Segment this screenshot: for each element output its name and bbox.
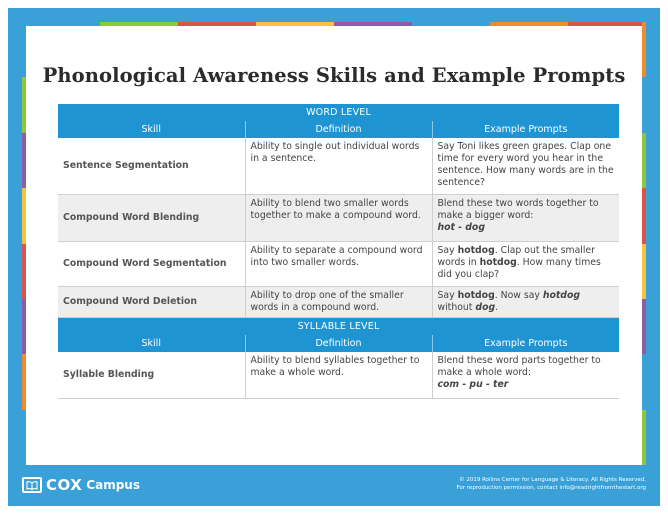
prompt-bold-word: hotdog (479, 257, 517, 268)
definition-cell: Ability to drop one of the smaller words in a compound word. (245, 287, 432, 318)
table-row (58, 287, 619, 318)
skill-cell: Compound Word Deletion (58, 287, 245, 318)
prompt-text: without (437, 302, 473, 313)
column-header-definition: Definition (245, 121, 432, 138)
top-color-bars (22, 22, 646, 26)
prompt-cell: Say Toni likes green grapes. Clap one time for every word you hear in the sentence. How many words are in the sentence? (432, 138, 619, 195)
copyright-line: © 2019 Rollins Center for Language & Literacy. All Rights Reserved. (459, 477, 646, 483)
prompt-text: Say (437, 290, 455, 301)
table-row (58, 138, 619, 195)
logo-cox-text: COX (46, 476, 83, 494)
prompt-example: com - pu - ter (437, 379, 509, 390)
prompt-text: . (495, 302, 499, 313)
prompt-cell (432, 195, 619, 242)
section-band-syllable-level (58, 318, 619, 336)
table-header-row (58, 121, 619, 138)
prompt-text: . Now say (494, 290, 540, 301)
section-band-label: WORD LEVEL (58, 104, 619, 121)
prompt-bold-word: hotdog (457, 245, 495, 256)
cox-campus-logo (22, 476, 140, 494)
prompt-cell (432, 287, 619, 318)
table-row (58, 195, 619, 242)
column-header-skill: Skill (58, 335, 245, 352)
prompt-bold-word: hotdog (457, 290, 495, 301)
prompt-text: . Clap out the smaller words in (437, 245, 595, 268)
prompt-bold-word: hotdog (542, 290, 581, 301)
section-band-label: SYLLABLE LEVEL (58, 318, 619, 336)
prompt-text: Say (437, 245, 455, 256)
skills-table (58, 104, 619, 399)
page-title: Phonological Awareness Skills and Example Prompts (42, 64, 626, 87)
table-row (58, 352, 619, 399)
prompt-text: Blend these two words together to make a bigger word: (437, 198, 599, 221)
definition-cell: Ability to single out individual words in a sentence. (245, 138, 432, 195)
column-header-prompts: Example Prompts (432, 121, 619, 138)
definition-cell: Ability to blend two smaller words together to make a compound word. (245, 195, 432, 242)
table-row (58, 242, 619, 287)
prompt-bold-word: dog (475, 302, 496, 313)
skill-cell: Compound Word Blending (58, 195, 245, 242)
copyright-footer (456, 476, 646, 492)
skill-cell: Sentence Segmentation (58, 138, 245, 195)
table-header-row (58, 335, 619, 352)
skill-cell: Syllable Blending (58, 352, 245, 399)
prompt-text: Blend these word parts together to make a whole word: (437, 355, 601, 378)
column-header-skill: Skill (58, 121, 245, 138)
prompt-example: hot - dog (437, 222, 485, 233)
left-color-bars (22, 22, 26, 465)
definition-cell: Ability to blend syllables together to make a whole word. (245, 352, 432, 399)
section-band-word-level (58, 104, 619, 121)
right-color-bars (642, 22, 646, 465)
prompt-cell (432, 352, 619, 399)
permission-line: For reproduction permission, contact info@readrightfromthestart.org (456, 485, 646, 491)
skill-cell: Compound Word Segmentation (58, 242, 245, 287)
definition-cell: Ability to separate a compound word into two smaller words. (245, 242, 432, 287)
column-header-prompts: Example Prompts (432, 335, 619, 352)
logo-campus-text: Campus (86, 478, 140, 492)
prompt-text: . How many times did you clap? (437, 257, 601, 280)
prompt-cell (432, 242, 619, 287)
open-book-icon (22, 477, 42, 493)
column-header-definition: Definition (245, 335, 432, 352)
